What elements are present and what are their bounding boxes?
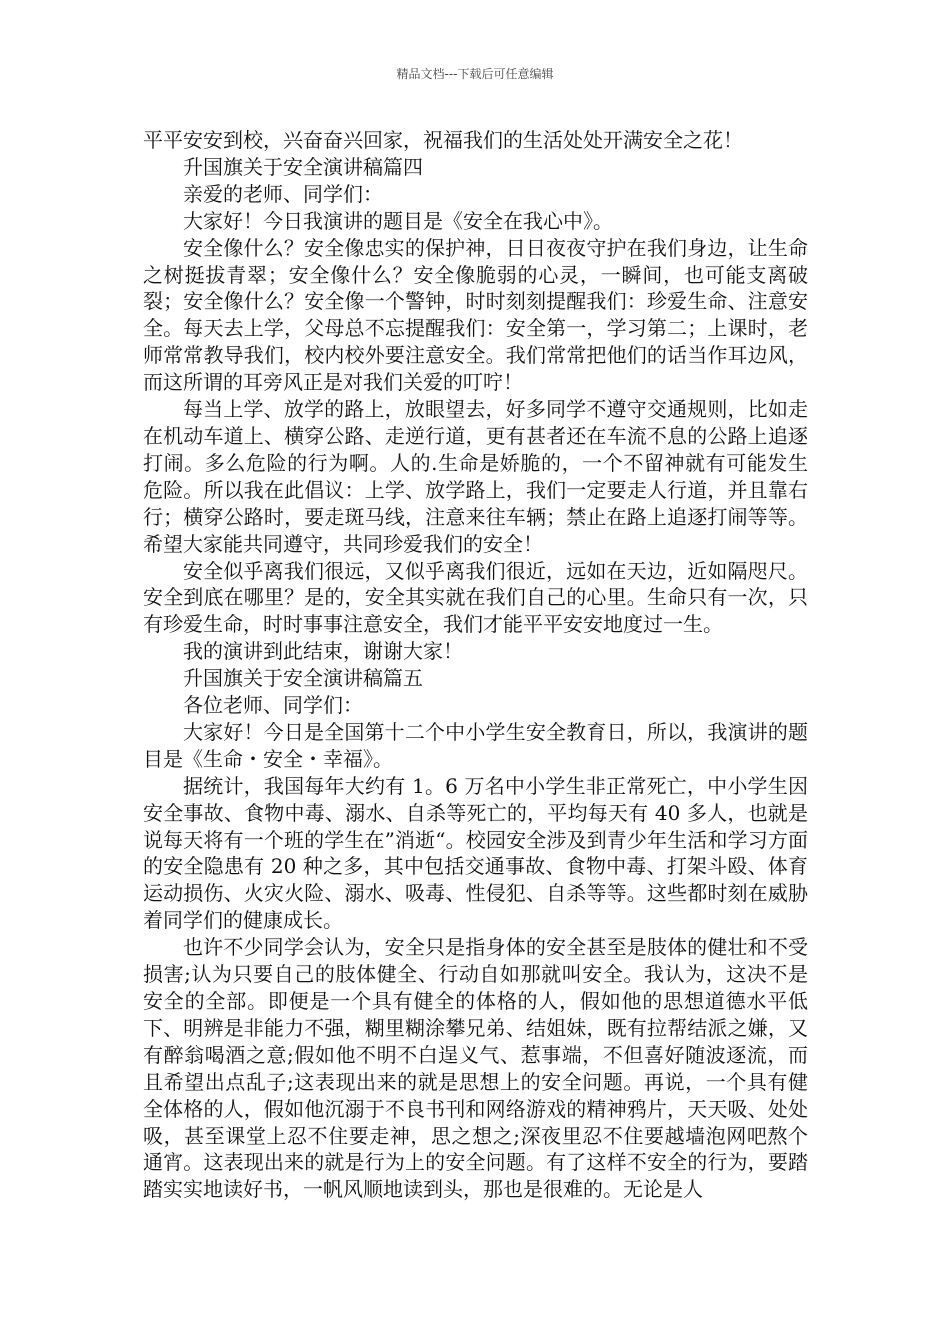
page-header: 精品文档---下载后可任意编辑 [396,67,554,81]
paragraph: 每当上学、放学的路上，放眼望去，好多同学不遵守交通规则，比如走在机动车道上、横穿公路、走逆行道，更有甚者还在车流不息的公路上追逐打闹。多么危险的行为啊。人的.生命是娇脆的，一个不留神就有可能发生危险。所以我在此倡议：上学、放学路上，我们一定要走人行道，并且靠右行；横穿公路时，要走斑马线，注意来往车辆；禁止在路上追逐打闹等等。希望大家能共同遵守，共同珍爱我们的安全！ [143,397,808,556]
paragraph: 安全像什么？安全像忠实的保护神，日日夜夜守护在我们身边，让生命之树挺拔青翠；安全像什么？安全像脆弱的心灵，一瞬间，也可能支离破裂；安全像什么？安全像一个警钟，时时刻刻提醒我们：珍爱生命、注意安全。每天去上学，父母总不忘提醒我们：安全第一，学习第二；上课时，老师常常教导我们，校内校外要注意安全。我们常常把他们的话当作耳边风，而这所谓的耳旁风正是对我们关爱的叮咛！ [143,235,808,395]
section-title: 升国旗关于安全演讲稿篇四 [183,154,423,179]
paragraph: 安全似乎离我们很远，又似乎离我们很近，远如在天边，近如隔咫尺。安全到底在哪里？是的，安全其实就在我们自己的心里。生命只有一次，只有珍爱生命，时时事事注意安全，我们才能平平安安地度过一生。 [143,558,808,637]
paragraph: 平平安安到校，兴奋奋兴回家，祝福我们的生活处处开满安全之花！ [143,128,743,152]
paragraph: 大家好！今日我演讲的题目是《安全在我心中》。 [183,208,613,233]
section-title: 升国旗关于安全演讲稿篇五 [183,666,423,691]
paragraph: 也许不少同学会认为，安全只是指身体的安全甚至是肢体的健壮和不受损害;认为只要自己的肢体健全、行动自如那就叫安全。我认为，这决不是安全的全部。即便是一个具有健全的体格的人，假如他的思想道德水平低下、明辨是非能力不强，糊里糊涂攀兄弟、结姐妹，既有拉帮结派之嫌，又有醉翁喝酒之意;假如他不明不白逞义气、惹事端，不但喜好随波逐流，而且希望出点乱子;这表现出来的就是思想上的安全问题。再说，一个具有健全体格的人，假如他沉溺于不良书刊和网络游戏的精神鸦片，天天吸、处处吸，甚至课堂上忍不住要走神，思之想之;深夜里忍不住要越墙泡网吧熬个通宵。这表现出来的就是行为上的安全问题。有了这样不安全的行为，要踏踏实实地读好书，一帆风顺地读到头，那也是很难的。无论是人 [143,935,808,1202]
salutation: 各位老师、同学们： [183,693,363,718]
paragraph: 据统计，我国每年大约有 1。6 万名中小学生非正常死亡，中小学生因安全事故、食物中毒、溺水、自杀等死亡的，平均每天有 40 多人，也就是说每天将有一个班的学生在”消逝“。校园安全涉及到青少年生活和学习方面的安全隐患有 20 种之多，其中包括交通事故、食物中毒、打架斗殴、体育运动损伤、火灾火险、溺水、吸毒、性侵犯、自杀等等。这些都时刻在威胁着同学们的健康成长。 [143,773,808,933]
salutation: 亲爱的老师、同学们： [183,181,383,206]
document-body [143,127,808,1203]
paragraph: 我的演讲到此结束，谢谢大家！ [183,639,463,664]
paragraph: 大家好！今日是全国第十二个中小学生安全教育日，所以，我演讲的题目是《生命・安全・幸福》。 [143,719,808,771]
